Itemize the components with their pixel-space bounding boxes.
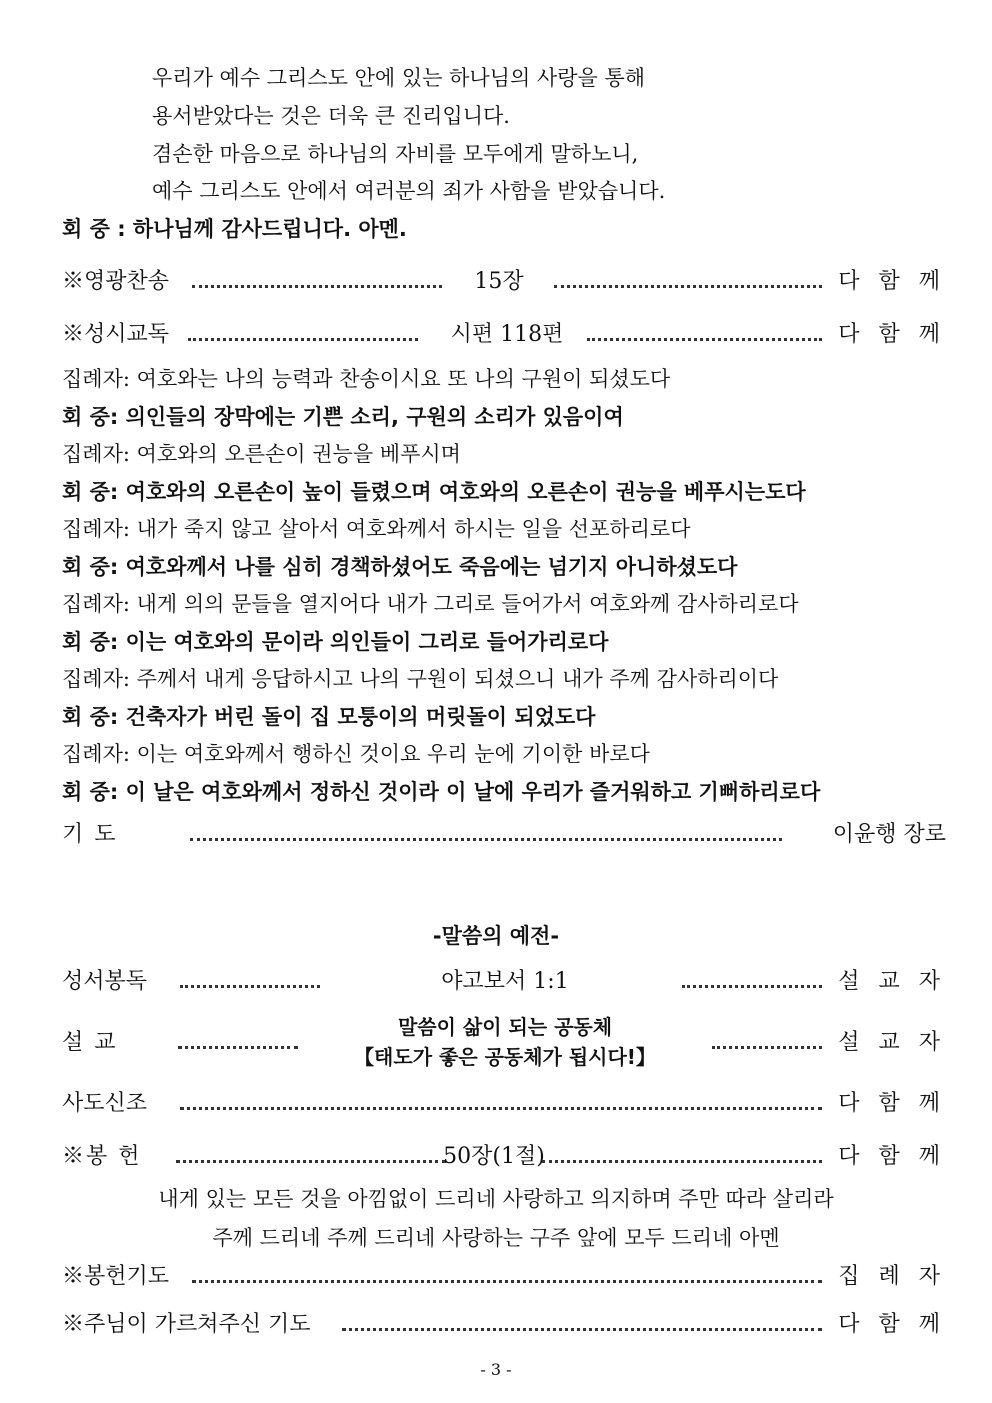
absolution-line-4: 예수 그리스도 안에서 여러분의 죄가 사함을 받았습니다. (152, 179, 666, 203)
speaker: 회 중: (62, 480, 119, 504)
creed-label: 사도신조 (62, 1091, 148, 1116)
creed-row (62, 1087, 946, 1121)
psalter-row (62, 318, 946, 352)
offering-lyrics-line-2: 주께 드리네 주께 드리네 사랑하는 구주 앞에 모두 드리네 아멘 (212, 1226, 780, 1250)
psalter-label: ※성시교독 (62, 322, 170, 347)
reading-line (62, 665, 778, 693)
reading-line (62, 365, 670, 393)
lords-prayer-who: 다 함 께 (838, 1312, 946, 1337)
offering-prayer-row (62, 1260, 946, 1294)
scripture-row (62, 965, 946, 999)
scripture-label: 성서봉독 (62, 969, 148, 994)
scripture-passage: 야고보서 1:1 (441, 969, 569, 994)
absolution-line-3: 겸손한 마음으로 하나님의 자비를 모두에게 말하노니, (152, 142, 639, 166)
leader-dots (180, 985, 320, 988)
speaker: 회 중: (62, 780, 119, 804)
reading-line (62, 778, 820, 806)
reading-text: 이 날은 여호와께서 정하신 것이라 이 날에 우리가 즐거워하고 기뻐하리로다 (125, 780, 821, 804)
leader-dots (542, 1160, 822, 1163)
scripture-who: 설 교 자 (838, 969, 946, 994)
lords-prayer-row (62, 1308, 946, 1342)
leader-dots (587, 338, 822, 341)
offering-hymn: 50장(1절) (443, 1144, 545, 1169)
leader-dots (712, 1046, 822, 1049)
offering-row (62, 1140, 946, 1174)
gloria-hymn: 15장 (474, 269, 524, 294)
offering-label: ※봉 헌 (62, 1144, 142, 1169)
reading-text: 이는 여호와의 문이라 의인들이 그리로 들어가리로다 (125, 630, 609, 654)
reading-line (62, 440, 461, 468)
prayer-who: 이윤행 장로 (832, 822, 946, 847)
leader-dots (176, 1160, 446, 1163)
reading-line (62, 403, 624, 431)
reading-line (62, 628, 608, 656)
leader-dots (192, 1280, 822, 1283)
speaker: 회 중: (62, 405, 119, 429)
psalter-who: 다 함 께 (838, 322, 946, 347)
congregation-response: 회 중 : 하나님께 감사드립니다. 아멘. (62, 217, 407, 241)
reading-text: 여호와께서 나를 심히 경책하셨어도 죽음에는 넘기지 아니하셨도다 (125, 555, 738, 579)
speaker: 회 중: (62, 555, 119, 579)
reading-text: 주께서 내게 응답하시고 나의 구원이 되셨으니 내가 주께 감사하리이다 (136, 667, 779, 691)
reading-line (62, 515, 691, 543)
sermon-title-line-2: 【태도가 좋은 공동체가 됩시다!】 (354, 1045, 656, 1069)
page-number: - 3 - (480, 1360, 512, 1379)
gloria-who: 다 함 께 (838, 269, 946, 294)
offering-prayer-label: ※봉헌기도 (62, 1264, 170, 1289)
speaker: 집례자: (62, 517, 130, 541)
leader-dots (192, 285, 442, 288)
sermon-title-line-1: 말씀이 삶이 되는 공동체 (397, 1015, 613, 1039)
reading-text: 내게 의의 문들을 열지어다 내가 그리로 들어가서 여호와께 감사하리로다 (136, 592, 799, 616)
offering-prayer-who: 집 례 자 (838, 1264, 946, 1289)
leader-dots (342, 1328, 822, 1331)
gloria-row (62, 265, 946, 299)
leader-dots (188, 338, 418, 341)
prayer-row (62, 818, 946, 852)
reading-text: 이는 여호와께서 행하신 것이요 우리 눈에 기이한 바로다 (136, 742, 650, 766)
reading-text: 의인들의 장막에는 기쁜 소리, 구원의 소리가 있음이여 (125, 405, 624, 429)
leader-dots (178, 1046, 298, 1049)
reading-text: 여호와는 나의 능력과 찬송이시요 또 나의 구원이 되셨도다 (136, 367, 671, 391)
leader-dots (554, 285, 822, 288)
sermon-who: 설 교 자 (838, 1030, 946, 1055)
section-title: -말씀의 예전- (432, 924, 560, 948)
leader-dots (682, 985, 822, 988)
reading-line (62, 553, 737, 581)
speaker: 집례자: (62, 367, 130, 391)
offering-lyrics-line-1: 내게 있는 모든 것을 아낌없이 드리네 사랑하고 의지하며 주만 따라 살리라 (158, 1187, 834, 1211)
reading-line (62, 478, 806, 506)
speaker: 회 중: (62, 630, 119, 654)
absolution-line-1: 우리가 예수 그리스도 안에 있는 하나님의 사랑을 통해 (152, 66, 646, 90)
speaker: 집례자: (62, 442, 130, 466)
creed-who: 다 함 께 (838, 1091, 946, 1116)
speaker: 집례자: (62, 667, 130, 691)
offering-who: 다 함 께 (838, 1144, 946, 1169)
speaker: 집례자: (62, 742, 130, 766)
sermon-label: 설 교 (62, 1030, 118, 1055)
speaker: 회 중: (62, 705, 119, 729)
reading-text: 내가 죽지 않고 살아서 여호와께서 하시는 일을 선포하리로다 (136, 517, 691, 541)
prayer-label: 기 도 (62, 822, 118, 847)
psalter-psalm: 시편 118편 (450, 322, 564, 347)
reading-text: 건축자가 버린 돌이 집 모퉁이의 머릿돌이 되었도다 (125, 705, 596, 729)
leader-dots (190, 838, 782, 841)
reading-line (62, 740, 650, 768)
lords-prayer-label: ※주님이 가르쳐주신 기도 (62, 1312, 311, 1337)
reading-text: 여호와의 오른손이 높이 들렸으며 여호와의 오른손이 권능을 베푸시는도다 (125, 480, 806, 504)
gloria-label: ※영광찬송 (62, 269, 170, 294)
leader-dots (180, 1107, 822, 1110)
speaker: 집례자: (62, 592, 130, 616)
reading-line (62, 703, 595, 731)
reading-text: 여호와의 오른손이 권능을 베푸시며 (136, 442, 461, 466)
sermon-title (330, 1012, 680, 1072)
absolution-line-2: 용서받았다는 것은 더욱 큰 진리입니다. (152, 104, 510, 128)
reading-line (62, 590, 799, 618)
